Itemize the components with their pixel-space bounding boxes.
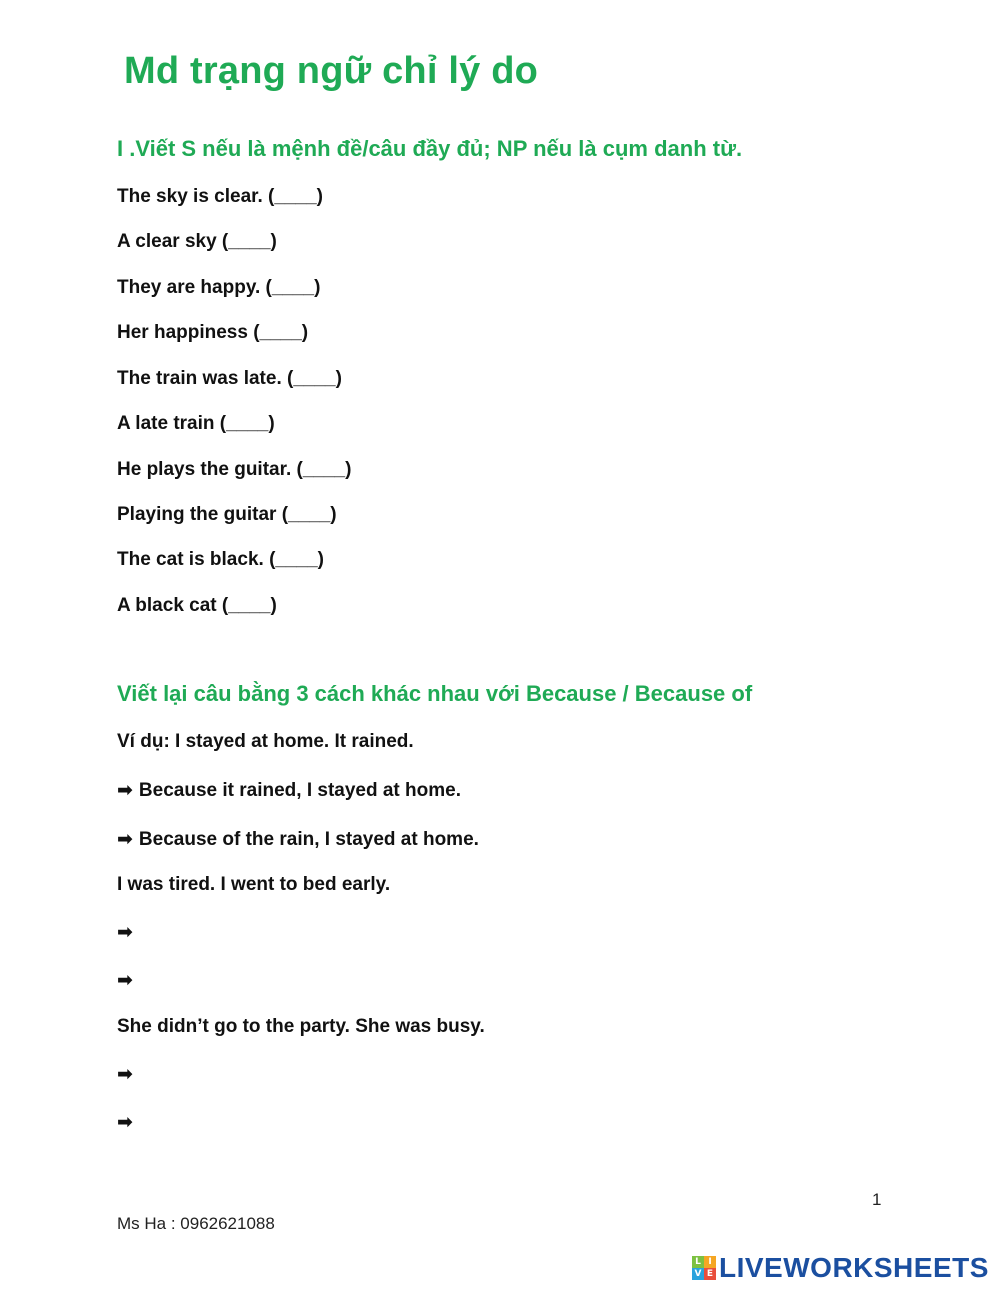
example-label: Ví dụ: I stayed at home. It rained.	[117, 731, 414, 752]
exercise-item: A black cat (____)	[117, 595, 277, 616]
liveworksheets-logo[interactable]	[692, 1252, 989, 1284]
answer-line[interactable]	[117, 1111, 139, 1134]
exercise-item: They are happy. (____)	[117, 277, 321, 298]
exercise-item: A clear sky (____)	[117, 231, 277, 252]
answer-line[interactable]	[117, 969, 139, 992]
rewrite-exercise: She didn’t go to the party. She was busy.	[117, 1016, 485, 1037]
exercise-item: A late train (____)	[117, 413, 275, 434]
example-answer	[117, 779, 461, 802]
arrow-icon: ➡	[117, 922, 133, 943]
arrow-icon: ➡	[117, 829, 133, 850]
exercise-item: He plays the guitar. (____)	[117, 459, 352, 480]
section1-heading: I .Viết S nếu là mệnh đề/câu đầy đủ; NP nếu là cụm danh từ.	[117, 136, 743, 161]
answer-line[interactable]	[117, 1063, 139, 1086]
liveworksheets-wordmark: LIVEWORKSHEETS	[719, 1252, 989, 1283]
exercise-item: The cat is black. (____)	[117, 549, 324, 570]
example-answer-text: Because it rained, I stayed at home.	[138, 780, 461, 801]
example-answer	[117, 828, 479, 851]
arrow-icon: ➡	[117, 970, 133, 991]
liveworksheets-logo-icon: L I V E	[692, 1256, 716, 1280]
exercise-item: Her happiness (____)	[117, 322, 309, 343]
exercise-item: Playing the guitar (____)	[117, 504, 337, 525]
section2-heading: Viết lại câu bằng 3 cách khác nhau với Because / Because of	[117, 681, 753, 706]
exercise-item: The sky is clear. (____)	[117, 186, 323, 207]
page-number: 1	[872, 1190, 882, 1209]
page-title: Md trạng ngữ chỉ lý do	[124, 50, 539, 92]
arrow-icon: ➡	[117, 1112, 133, 1133]
example-answer-text: Because of the rain, I stayed at home.	[138, 829, 479, 850]
arrow-icon: ➡	[117, 780, 133, 801]
footer-contact: Ms Ha : 0962621088	[117, 1214, 275, 1233]
arrow-icon: ➡	[117, 1064, 133, 1085]
answer-line[interactable]	[117, 921, 139, 944]
exercise-item: The train was late. (____)	[117, 368, 342, 389]
rewrite-exercise: I was tired. I went to bed early.	[117, 874, 391, 895]
